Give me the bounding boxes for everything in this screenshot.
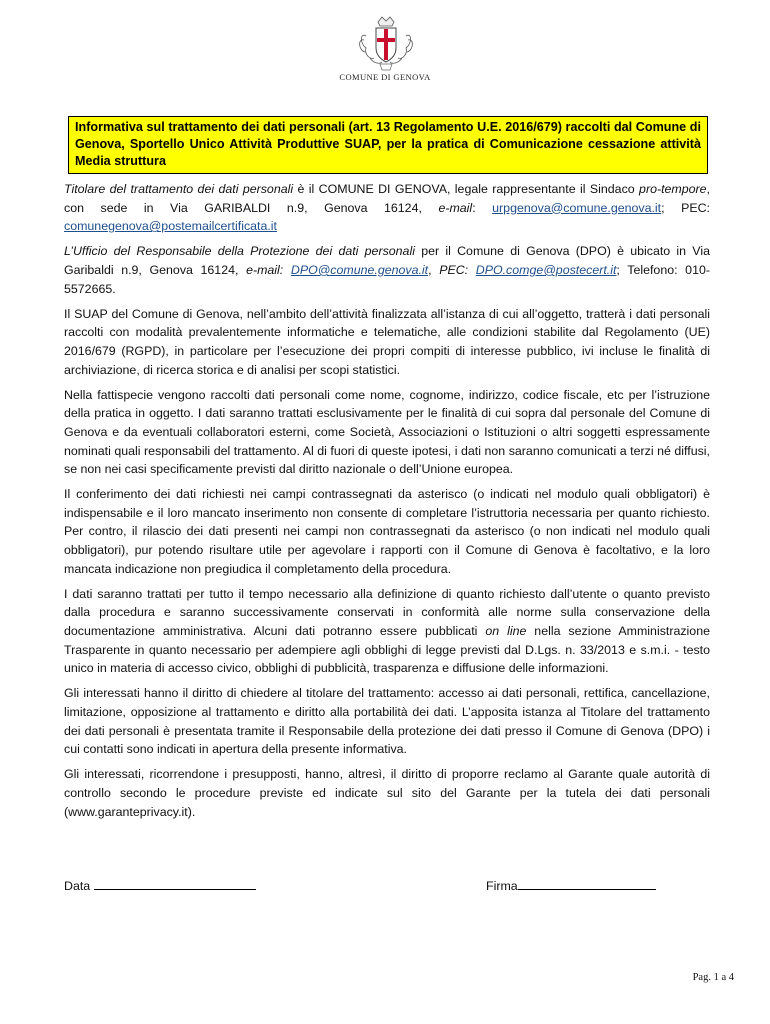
paragraph-conferimento: Il conferimento dei dati richiesti nei campi contrassegnati da asterisco (o indicati nel modulo quali obbligatori) è indispensabile e il loro mancato inserimento non consente di completare l’istruttoria necessaria per quanto richiesto. Per contro, il rilascio dei dati presenti nei campi non contrassegnati da asterisco (o non indicati nel modulo quali obbligatori), pur potendo risultare utile per agevolare i rapporti con il Comune di Genova è facoltativo, e la loro mancata indicazione non pregiudica il completamento della procedura. bbox=[64, 487, 710, 576]
dpo-space bbox=[283, 263, 291, 277]
dpo-text-a: per il Comune di Genova (DPO) è ubicato in Via Garibaldi n.9, Genova 16124, bbox=[64, 244, 710, 277]
signature-field[interactable] bbox=[486, 877, 656, 895]
paragraph-conservazione bbox=[64, 585, 710, 678]
conservazione-text-a: I dati saranno trattati per tutto il tempo necessario alla definizione di quanto richiesto dall’utente o quanto previsto dalla procedura e saranno successivamente conservati in conformità alle norme sulla conservazione della documentazione amministrativa. Alcuni dati potranno essere pubblicati bbox=[64, 586, 710, 639]
titolare-email-label: e-mail bbox=[438, 200, 473, 215]
titolare-pec-link[interactable]: comunegenova@postemailcertificata.it bbox=[64, 219, 278, 234]
dpo-label: L’Ufficio del Responsabile della Protezione dei dati personali bbox=[64, 244, 415, 259]
titolare-sep: : bbox=[472, 200, 493, 215]
titolare-email-link[interactable]: urpgenova@comune.genova.it bbox=[492, 200, 662, 215]
paragraph-diritti: Gli interessati hanno il diritto di chiedere al titolare del trattamento: accesso ai dati personali, rettifica, cancellazione, limitazione, opposizione al trattamento e diritto alla portabilità dei dati. L’apposita istanza al Titolare del trattamento dei dati personali è presentata tramite il Responsabile della protezione dei dati presso il Comune di Genova (DPO) i cui contatti sono indicati in apertura della presente informativa. bbox=[64, 686, 710, 757]
titolare-label: Titolare del trattamento dei dati personali bbox=[64, 182, 294, 196]
genova-coat-of-arms-icon bbox=[356, 14, 416, 72]
paragraph-dati-raccolti: Nella fattispecie vengono raccolti dati personali come nome, cognome, indirizzo, codice fiscale, etc per l’istruzione della pratica in oggetto. I dati saranno trattati esclusivamente per le finalità di cui sopra dal personale del Comune di Genova e da eventuali collaboratori esterni, come Società, Associazioni o Istituzioni o altri soggetti espressamente nominati quali responsabili del trattamento. Al di fuori di queste ipotesi, i dati non saranno comunicati a terzi né diffusi, se non nei casi specificamente previsti dal diritto nazionale o dell’Unione europea. bbox=[64, 387, 710, 477]
dpo-comma: , bbox=[428, 262, 440, 277]
signature-line[interactable] bbox=[518, 877, 656, 890]
date-field[interactable] bbox=[64, 877, 256, 895]
titolare-text-b: , con sede in Via GARIBALDI n.9, Genova 16124, bbox=[64, 182, 710, 215]
page-number: Pag. 1 a 4 bbox=[692, 972, 734, 983]
on-line: on line bbox=[485, 624, 527, 639]
signature-label: Firma bbox=[486, 879, 518, 893]
paragraph-reclamo: Gli interessati, ricorrendone i presupposti, hanno, altresì, il diritto di proporre reclamo al Garante quale autorità di controllo secondo le procedure previste ed indicate sul sito del Garante per la tutela dei dati personali (www.garanteprivacy.it). bbox=[64, 767, 710, 819]
dpo-email-link[interactable]: DPO@comune.genova.it bbox=[290, 262, 429, 277]
document-title: Informativa sul trattamento dei dati personali (art. 13 Regolamento U.E. 2016/679) raccolti dal Comune di Genova, Sportello Unico Attività Produttive SUAP, per la pratica di Comunicazione cessazione attività Media struttura bbox=[68, 116, 708, 174]
dpo-pec-link[interactable]: DPO.comge@postecert.it bbox=[475, 262, 617, 277]
dpo-email-label: e-mail: bbox=[246, 262, 284, 277]
titolare-text-a: è il COMUNE DI GENOVA, legale rappresentante il Sindaco bbox=[293, 182, 640, 196]
paragraph-titolare bbox=[64, 180, 710, 236]
organization-name: COMUNE DI GENOVA bbox=[339, 72, 431, 82]
titolare-text-c: ; PEC: bbox=[661, 200, 710, 215]
date-line[interactable] bbox=[94, 877, 256, 890]
paragraph-suap: Il SUAP del Comune di Genova, nell’ambito dell’attività finalizzata all’istanza di cui all’oggetto, tratterà i dati personali raccolti con modalità prevalentemente informatiche e telematiche, alle condizioni stabilite dal Regolamento (UE) 2016/679 (RGPD), in particolare per l’esecuzione dei propri compiti di interesse pubblico, ivi incluse le finalità di archiviazione, di ricerca storica e di analisi per scopi statistici. bbox=[64, 306, 710, 377]
conservazione-text-b: nella sezione Amministrazione Trasparente in quanto necessario per adempiere agli obblighi di legge previsti dal D.Lgs. n. 33/2013 e s.m.i. - testo unico in materia di accesso civico, obblighi di pubblicità, trasparenza e diffusione delle informazioni. bbox=[64, 624, 710, 676]
dpo-pec-label: PEC: bbox=[439, 262, 469, 277]
dpo-text-b: ; Telefono: 010-5572665. bbox=[64, 262, 710, 296]
date-label: Data bbox=[64, 879, 94, 893]
paragraph-dpo bbox=[64, 242, 710, 298]
pro-tempore: pro-tempore bbox=[639, 182, 707, 196]
dpo-space-2 bbox=[468, 263, 476, 277]
document-body bbox=[64, 180, 710, 828]
